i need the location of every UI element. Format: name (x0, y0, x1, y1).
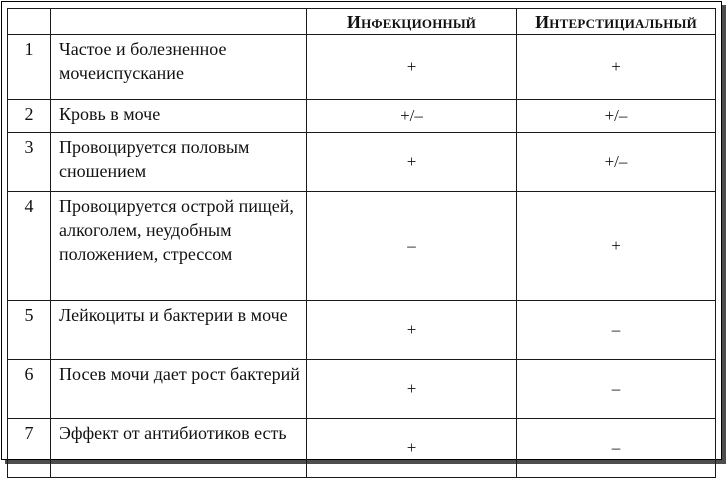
table-row (8, 192, 716, 301)
row-number: 4 (8, 192, 51, 301)
row-label: Посев мочи дает рост бактерий (51, 360, 307, 419)
row-label: Лейкоциты и бактерии в моче (51, 301, 307, 360)
interstitial-mark: +/– (517, 133, 716, 192)
infectious-mark: + (307, 419, 517, 478)
row-number: 3 (8, 133, 51, 192)
table-row (8, 133, 716, 192)
row-label: Эффект от антибиотиков есть (51, 419, 307, 478)
infectious-mark: + (307, 133, 517, 192)
interstitial-mark: – (517, 419, 716, 478)
table-row (8, 35, 716, 100)
row-number: 6 (8, 360, 51, 419)
infectious-mark: +/– (307, 100, 517, 133)
table-row (8, 301, 716, 360)
infectious-mark: + (307, 301, 517, 360)
table-row (8, 360, 716, 419)
header-infectious: Инфекционный (307, 9, 517, 35)
interstitial-mark: + (517, 192, 716, 301)
interstitial-mark: +/– (517, 100, 716, 133)
row-label: Провоцируется острой пищей, алкоголем, неудобным положением, стрессом (51, 192, 307, 301)
interstitial-mark: – (517, 301, 716, 360)
row-number: 7 (8, 419, 51, 478)
header-row (8, 9, 716, 35)
row-label: Кровь в моче (51, 100, 307, 133)
header-interstitial: Интерстициальный (517, 9, 716, 35)
table-row (8, 100, 716, 133)
infectious-mark: + (307, 35, 517, 100)
header-symptom (51, 9, 307, 35)
infectious-mark: + (307, 360, 517, 419)
infectious-mark: – (307, 192, 517, 301)
table-frame (1, 1, 722, 460)
row-number: 5 (8, 301, 51, 360)
header-number (8, 9, 51, 35)
row-label: Провоцируется половым сношением (51, 133, 307, 192)
table-row (8, 419, 716, 478)
row-label: Частое и болезненное мочеиспускание (51, 35, 307, 100)
row-number: 2 (8, 100, 51, 133)
interstitial-mark: – (517, 360, 716, 419)
interstitial-mark: + (517, 35, 716, 100)
comparison-table (7, 8, 716, 478)
row-number: 1 (8, 35, 51, 100)
